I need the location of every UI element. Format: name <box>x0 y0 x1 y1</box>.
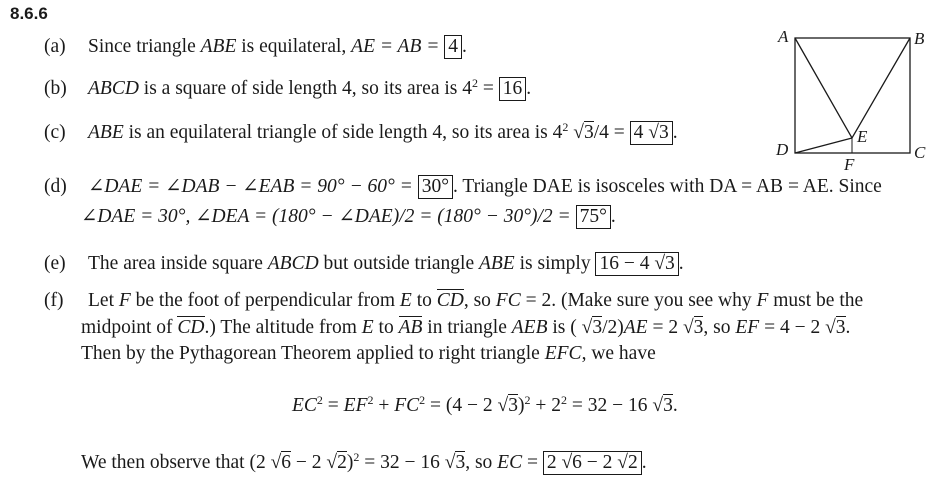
item-label: (e) <box>44 253 66 274</box>
final-observation: We then observe that (2 √6 − 2 √2)$^2$ = 32 − 16 √3, so EC = 2 √6 − 2 √2 . <box>81 450 647 473</box>
item-e: (e) The area inside square ABCD but outside triangle ABE is simply 16 − 4 √3 . <box>44 253 684 274</box>
answer-box: 16 <box>499 77 527 101</box>
item-label: (f) <box>44 290 64 311</box>
answer-box: 30° <box>418 175 453 199</box>
item-label: (a) <box>44 36 66 57</box>
answer-box: 4 √3 <box>630 121 673 145</box>
item-label: (c) <box>44 122 66 143</box>
problem-number: 8.6.6 <box>10 4 48 23</box>
item-f-line3: Then by the Pythagorean Theorem applied to right triangle EFC, we have <box>81 343 656 364</box>
answer-box: 16 − 4 √3 <box>595 252 678 276</box>
square-abcd <box>795 38 910 153</box>
vertex-label-e: E <box>857 127 868 146</box>
segment-de <box>795 138 852 153</box>
pythagorean-equation: $EC^2 = EF^2 + FC^2 = (4 - 2$ $√3)^2 + 2^2 = 32 - 16$ √3. <box>292 393 678 416</box>
item-label: (b) <box>44 78 67 99</box>
item-label: (d) <box>44 176 67 197</box>
vertex-label-c: C <box>914 143 926 162</box>
item-f: (f) Let F be the foot of perpendicular from E to CD, so FC = 2. (Make sure you see why F must be the <box>44 290 864 311</box>
vertex-label-b: B <box>914 29 925 48</box>
item-a: (a) Since triangle ABE is equilateral, AE = AB = 4 . <box>44 36 467 57</box>
answer-box: 4 <box>444 35 462 59</box>
square-triangle-figure <box>770 24 930 174</box>
answer-box: 75° <box>576 205 611 229</box>
triangle-abe <box>795 38 910 138</box>
item-d-cont: ∠DAE = 30°, ∠DEA = (180° − ∠DAE)/2 = (180° − 30°)/2 = 75° . <box>81 206 616 227</box>
item-b: (b) ABCD is a square of side length 4, so its area is $4^2 = 16$ . <box>44 76 532 99</box>
vertex-label-d: D <box>776 140 789 159</box>
answer-box: 2 √6 − 2 √2 <box>543 451 642 475</box>
vertex-label-a: A <box>778 27 789 46</box>
item-d: (d) ∠DAE = ∠DAB − ∠EAB = 90° − 60° = 30° . Triangle DAE is isosceles with DA = AB = AE. Since <box>44 176 882 197</box>
item-c: (c) ABE is an equilateral triangle of side length 4, so its area is $4^2$ √3/4 = 4 √3 . <box>44 120 678 143</box>
vertex-label-f: F <box>844 155 855 174</box>
item-f-line2: midpoint of CD.) The altitude from E to AB in triangle AEB is ( √3/2)AE = 2 √3, so EF = 4 − 2 √3. <box>81 317 851 338</box>
